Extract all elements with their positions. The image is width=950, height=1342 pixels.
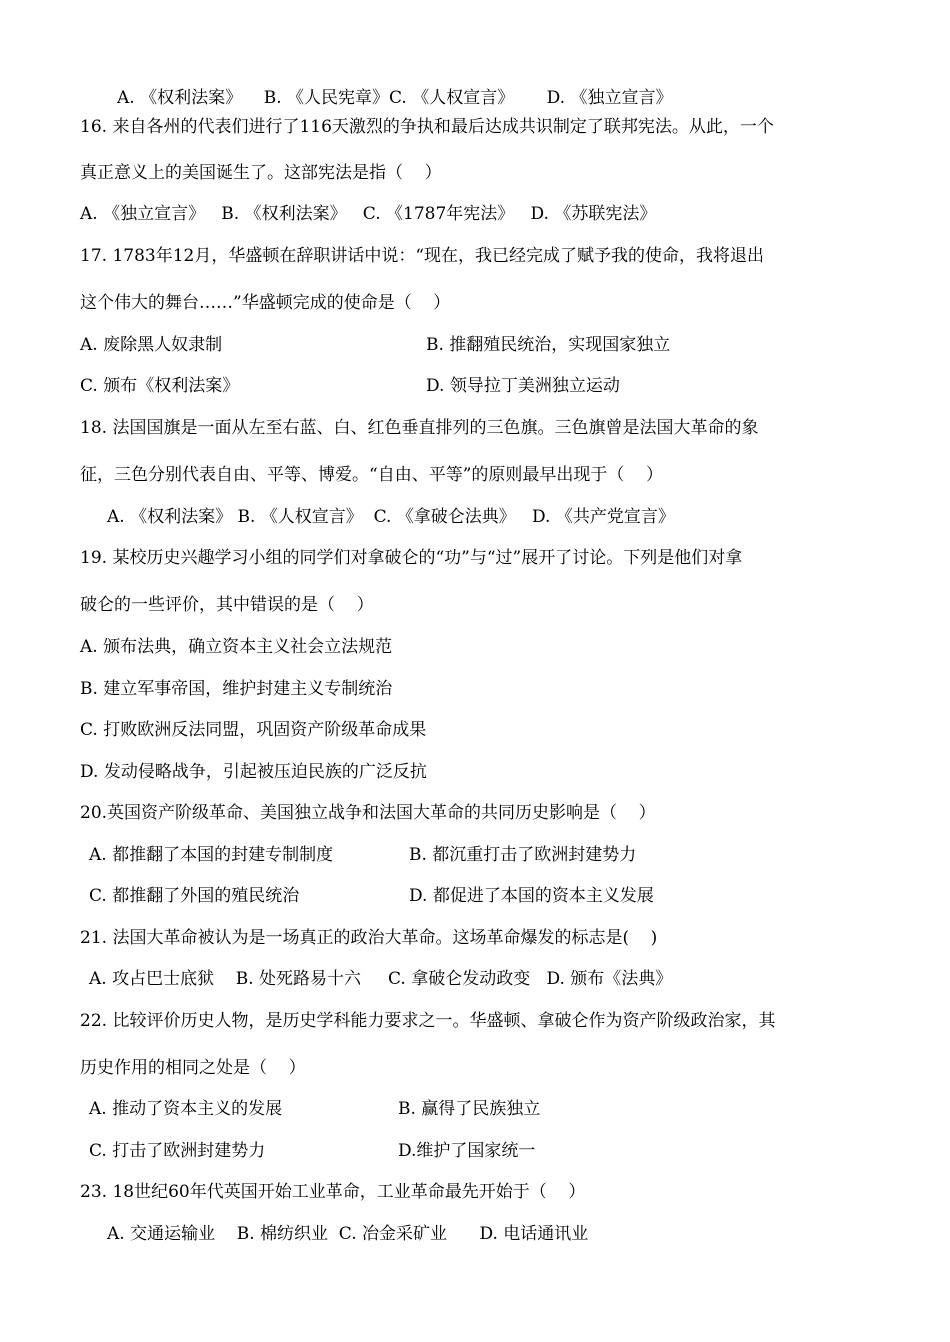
- q17-stem-line2: 这个伟大的舞台……”华盛顿完成的使命是（ ）: [80, 293, 451, 313]
- q22-stem-line2: 历史作用的相同之处是（ ）: [80, 1058, 306, 1078]
- q20-option-a: A. 都推翻了本国的封建专制制度: [89, 845, 334, 865]
- q18-stem-line1: 18. 法国国旗是一面从左至右蓝、白、红色垂直排列的三色旗。三色旗曾是法国大革命的象: [80, 418, 759, 438]
- q19-stem-line2: 破仑的一些评价，其中错误的是（ ）: [80, 595, 374, 615]
- q16-stem-line2: 真正意义上的美国诞生了。这部宪法是指（ ）: [80, 163, 442, 183]
- q17-option-a: A. 废除黑人奴隶制: [80, 335, 223, 355]
- q17-option-c: C. 颁布《权利法案》: [80, 376, 240, 396]
- q17-option-d: D. 领导拉丁美洲独立运动: [426, 376, 620, 396]
- q19-option-c: C. 打败欧洲反法同盟，巩固资产阶级革命成果: [80, 720, 427, 740]
- q15-options: A. 《权利法案》 B. 《人民宪章》C. 《人权宣言》 D. 《独立宣言》: [117, 88, 673, 108]
- q18-stem-line2: 征，三色分别代表自由、平等、博爱。“自由、平等”的原则最早出现于（ ）: [80, 465, 663, 485]
- q23-options: A. 交通运输业 B. 棉纺织业 C. 冶金采矿业 D. 电话通讯业: [107, 1224, 589, 1244]
- q20-option-b: B. 都沉重打击了欧洲封建势力: [409, 845, 637, 865]
- q19-option-a: A. 颁布法典，确立资本主义社会立法规范: [80, 637, 393, 657]
- q21-options: A. 攻占巴士底狱 B. 处死路易十六 C. 拿破仑发动政变 D. 颁布《法典》: [89, 969, 673, 989]
- q22-option-d: D.维护了国家统一: [398, 1141, 536, 1161]
- q20-stem: 20.英国资产阶级革命、美国独立战争和法国大革命的共同历史影响是（ ）: [80, 803, 656, 823]
- q16-stem-line1: 16. 来自各州的代表们进行了116天激烈的争执和最后达成共识制定了联邦宪法。从此，一个: [80, 117, 774, 137]
- q22-stem-line1: 22. 比较评价历史人物，是历史学科能力要求之一。华盛顿、拿破仑作为资产阶级政治家，其: [80, 1011, 776, 1031]
- q16-options: A. 《独立宣言》 B. 《权利法案》 C. 《1787年宪法》 D. 《苏联宪法》: [80, 204, 657, 224]
- q21-stem: 21. 法国大革命被认为是一场真正的政治大革命。这场革命爆发的标志是( ): [80, 928, 658, 948]
- q20-option-d: D. 都促进了本国的资本主义发展: [409, 886, 654, 906]
- q17-stem-line1: 17. 1783年12月，华盛顿在辞职讲话中说：“现在，我已经完成了赋予我的使命，我将退出: [80, 246, 765, 266]
- q22-option-b: B. 赢得了民族独立: [398, 1099, 541, 1119]
- q19-option-b: B. 建立军事帝国，维护封建主义专制统治: [80, 679, 393, 699]
- q22-option-a: A. 推动了资本主义的发展: [89, 1099, 283, 1119]
- q17-option-b: B. 推翻殖民统治，实现国家独立: [426, 335, 671, 355]
- q19-stem-line1: 19. 某校历史兴趣学习小组的同学们对拿破仑的“功”与“过”展开了讨论。下列是他们对拿: [80, 548, 743, 568]
- q18-options: A. 《权利法案》 B. 《人权宣言》 C. 《拿破仑法典》 D. 《共产党宣言》: [107, 507, 675, 527]
- q22-option-c: C. 打击了欧洲封建势力: [89, 1141, 266, 1161]
- q19-option-d: D. 发动侵略战争，引起被压迫民族的广泛反抗: [80, 762, 427, 782]
- q20-option-c: C. 都推翻了外国的殖民统治: [89, 886, 300, 906]
- q23-stem: 23. 18世纪60年代英国开始工业革命，工业革命最先开始于（ ）: [80, 1182, 586, 1202]
